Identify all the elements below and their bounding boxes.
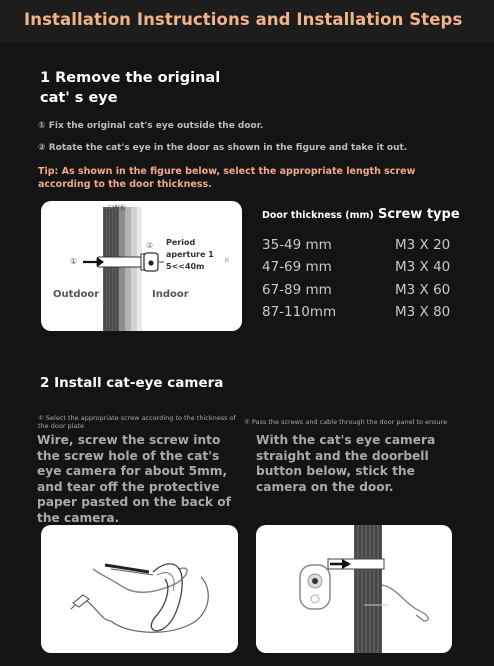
door-diagram-card: [41, 201, 242, 331]
camera-cable-illustration: [41, 525, 238, 653]
table-cell-screw: M3 X 40: [395, 259, 451, 275]
callout-2: ②: [146, 241, 154, 250]
camera-door-image: [256, 525, 452, 653]
table-cell-screw: M3 X 80: [395, 304, 451, 320]
camera-cable-image: [41, 525, 238, 653]
table-cell-screw: M3 X 60: [395, 282, 451, 298]
step2-title: 2 Install cat-eye camera: [40, 375, 224, 391]
step1-title: 1 Remove the original cat' s eye: [40, 70, 221, 106]
step2-left-text: Wire, screw the screw into the screw hole of the cat's eye camera for about 5mm, and tear off the protective paper pasted on the back of the camera.: [37, 433, 231, 525]
table-header-thickness: Door thickness (mm): [262, 210, 374, 221]
chinese-label: 门框板: [108, 205, 127, 212]
indoor-label: Indoor: [152, 289, 189, 300]
step1-instruction-1: ① Fix the original cat's eye outside the door.: [38, 121, 264, 131]
camera-door-illustration: [256, 525, 452, 653]
n-mark: n: [225, 257, 229, 264]
step2-right-small: ② Pass the screws and cable through the door panel to ensure: [244, 418, 448, 426]
step1-instruction-2: ② Rotate the cat's eye in the door as shown in the figure and take it out.: [38, 143, 408, 153]
step1-tip: Tip: As shown in the figure below, select the appropriate length screw according to the door thickness.: [38, 166, 416, 190]
table-cell-thickness: 87-110mm: [262, 304, 337, 320]
period-aperture-label: Period aperture 1 5<<40m: [166, 238, 214, 271]
table-cell-screw: M3 X 20: [395, 237, 451, 253]
table-header-screw: Screw type: [378, 207, 460, 222]
step2-right-text: With the cat's eye camera straight and the doorbell button below, stick the camera on the door.: [256, 433, 436, 494]
outdoor-label: Outdoor: [53, 289, 100, 300]
step2-left-small: ① Select the appropriate screw according to the thickness of the door plate: [38, 414, 236, 430]
page-title: Installation Instructions and Installation Steps: [24, 10, 463, 29]
callout-1: ①: [70, 257, 78, 266]
table-cell-thickness: 47-69 mm: [262, 259, 332, 275]
table-cell-thickness: 35-49 mm: [262, 237, 332, 253]
table-cell-thickness: 67-89 mm: [262, 282, 332, 298]
